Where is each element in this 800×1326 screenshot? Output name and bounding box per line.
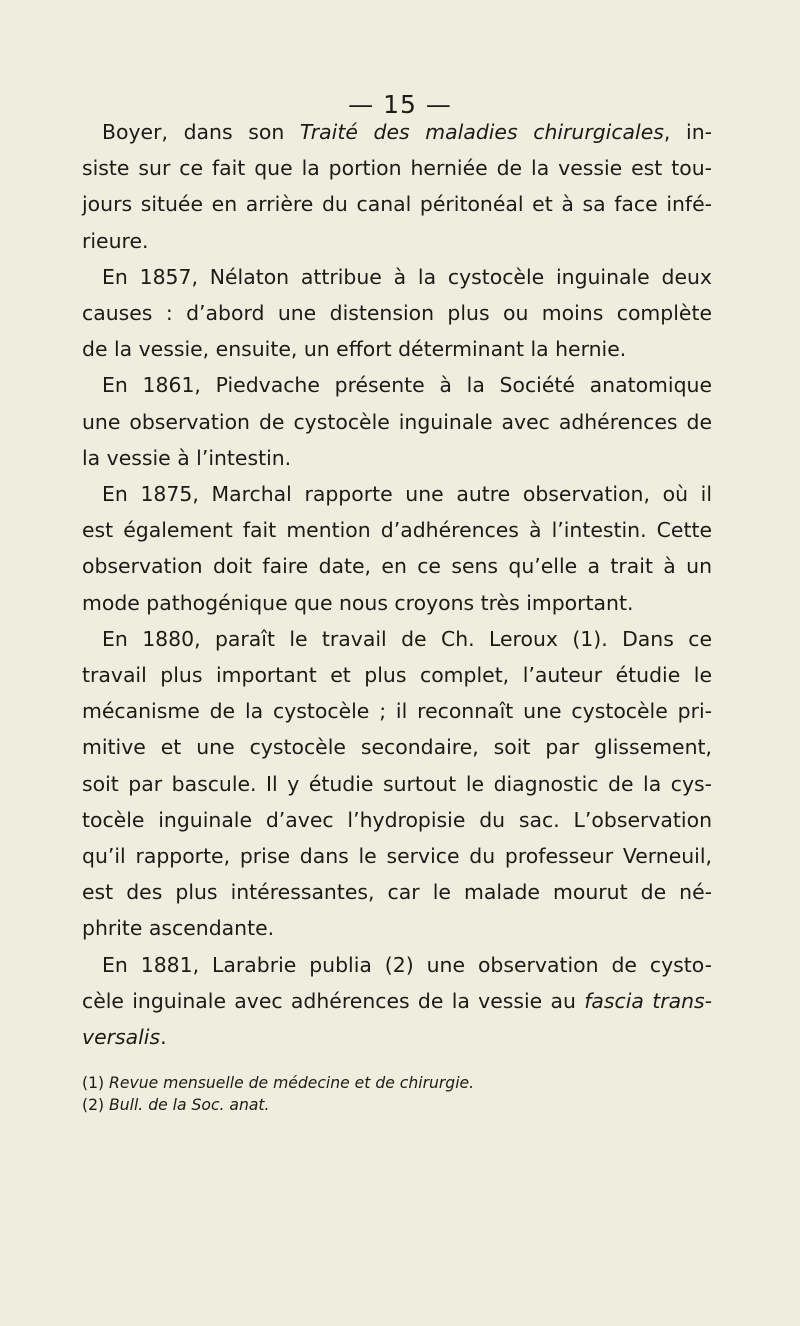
- text-line: [82, 331, 712, 367]
- page-number: — 15 —: [348, 90, 452, 119]
- footnote-text: Revue mensuelle de médecine et de chirurgie.: [109, 1074, 475, 1092]
- text-line: [82, 295, 712, 331]
- text-span: causes : d’abord une distension plus ou moins complète: [82, 301, 712, 326]
- text-line: [82, 1019, 712, 1055]
- text-span: Boyer, dans son: [102, 120, 300, 144]
- text-line: [82, 114, 712, 150]
- text-line: [82, 766, 712, 802]
- footnote: [82, 1072, 712, 1094]
- text-span: qu’il rapporte, prise dans le service du professeur Verneuil,: [82, 844, 712, 869]
- text-line: [82, 693, 712, 729]
- text-line: [82, 947, 712, 983]
- text-span: rieure.: [82, 228, 149, 253]
- text-span: observation doit faire date, en ce sens qu’elle a trait à un: [82, 554, 712, 579]
- text-span: est des plus intéressantes, car le malade mourut de né-: [82, 880, 712, 905]
- text-span: siste sur ce fait que la portion herniée de la vessie est tou-: [82, 156, 712, 181]
- text-line: [82, 585, 712, 621]
- text-span: de la vessie, ensuite, un effort déterminant la hernie.: [82, 337, 627, 362]
- text-line: [82, 259, 712, 295]
- italic-span: versalis: [82, 1025, 161, 1050]
- text-span: phrite ascendante.: [82, 916, 275, 941]
- text-line: [82, 548, 712, 584]
- text-line: [82, 404, 712, 440]
- text-line: [82, 186, 712, 222]
- text-line: [82, 838, 712, 874]
- text-span: est également fait mention d’adhérences à l’intestin. Cette: [82, 518, 712, 543]
- footnotes: [82, 1072, 712, 1116]
- text-span: En 1881, Larabrie publia (2) une observation de cysto-: [102, 952, 712, 977]
- text-line: [82, 223, 712, 259]
- text-line: [82, 874, 712, 910]
- text-line: [82, 729, 712, 765]
- text-line: [82, 983, 712, 1019]
- paragraph: [82, 947, 712, 1056]
- text-span: mitive et une cystocèle secondaire, soit par glissement,: [82, 735, 712, 760]
- text-line: [82, 621, 712, 657]
- text-span: tocèle inguinale d’avec l’hydropisie du sac. L’observation: [82, 807, 712, 832]
- paragraph: [82, 114, 712, 259]
- text-span: , in-: [663, 120, 712, 144]
- text-span: une observation de cystocèle inguinale avec adhérences de: [82, 409, 712, 434]
- body-text: [82, 114, 712, 1055]
- footnote-mark: (2): [82, 1096, 110, 1114]
- text-span: .: [160, 1025, 167, 1050]
- paragraph: [82, 621, 712, 947]
- footnote-mark: (1): [82, 1074, 110, 1092]
- paragraph: [82, 476, 712, 621]
- text-line: [82, 440, 712, 476]
- paragraph: [82, 367, 712, 476]
- italic-span: fascia trans-: [584, 988, 712, 1013]
- text-span: mécanisme de la cystocèle ; il reconnaît une cystocèle pri-: [82, 699, 712, 724]
- text-line: [82, 802, 712, 838]
- text-span: travail plus important et plus complet, l’auteur étudie le: [82, 663, 712, 688]
- text-line: [82, 476, 712, 512]
- text-span: jours située en arrière du canal péritonéal et à sa face infé-: [82, 192, 712, 217]
- footnote-text: Bull. de la Soc. anat.: [109, 1096, 270, 1114]
- text-span: En 1861, Piedvache présente à la Société anatomique: [102, 373, 712, 398]
- text-span: la vessie à l’intestin.: [82, 445, 292, 470]
- italic-span: Traité des maladies chirurgicales: [299, 120, 664, 144]
- footnote: [82, 1094, 712, 1116]
- text-line: [82, 657, 712, 693]
- text-line: [82, 367, 712, 403]
- text-span: mode pathogénique que nous croyons très important.: [82, 590, 634, 615]
- text-line: [82, 910, 712, 946]
- text-span: soit par bascule. Il y étudie surtout le diagnostic de la cys-: [82, 771, 712, 796]
- text-span: cèle inguinale avec adhérences de la vessie au: [82, 988, 585, 1013]
- paragraph: [82, 259, 712, 368]
- text-span: En 1857, Nélaton attribue à la cystocèle inguinale deux: [102, 264, 712, 289]
- text-line: [82, 512, 712, 548]
- text-span: En 1875, Marchal rapporte une autre observation, où il: [102, 482, 712, 507]
- text-line: [82, 150, 712, 186]
- text-span: En 1880, paraît le travail de Ch. Leroux (1). Dans ce: [102, 626, 712, 651]
